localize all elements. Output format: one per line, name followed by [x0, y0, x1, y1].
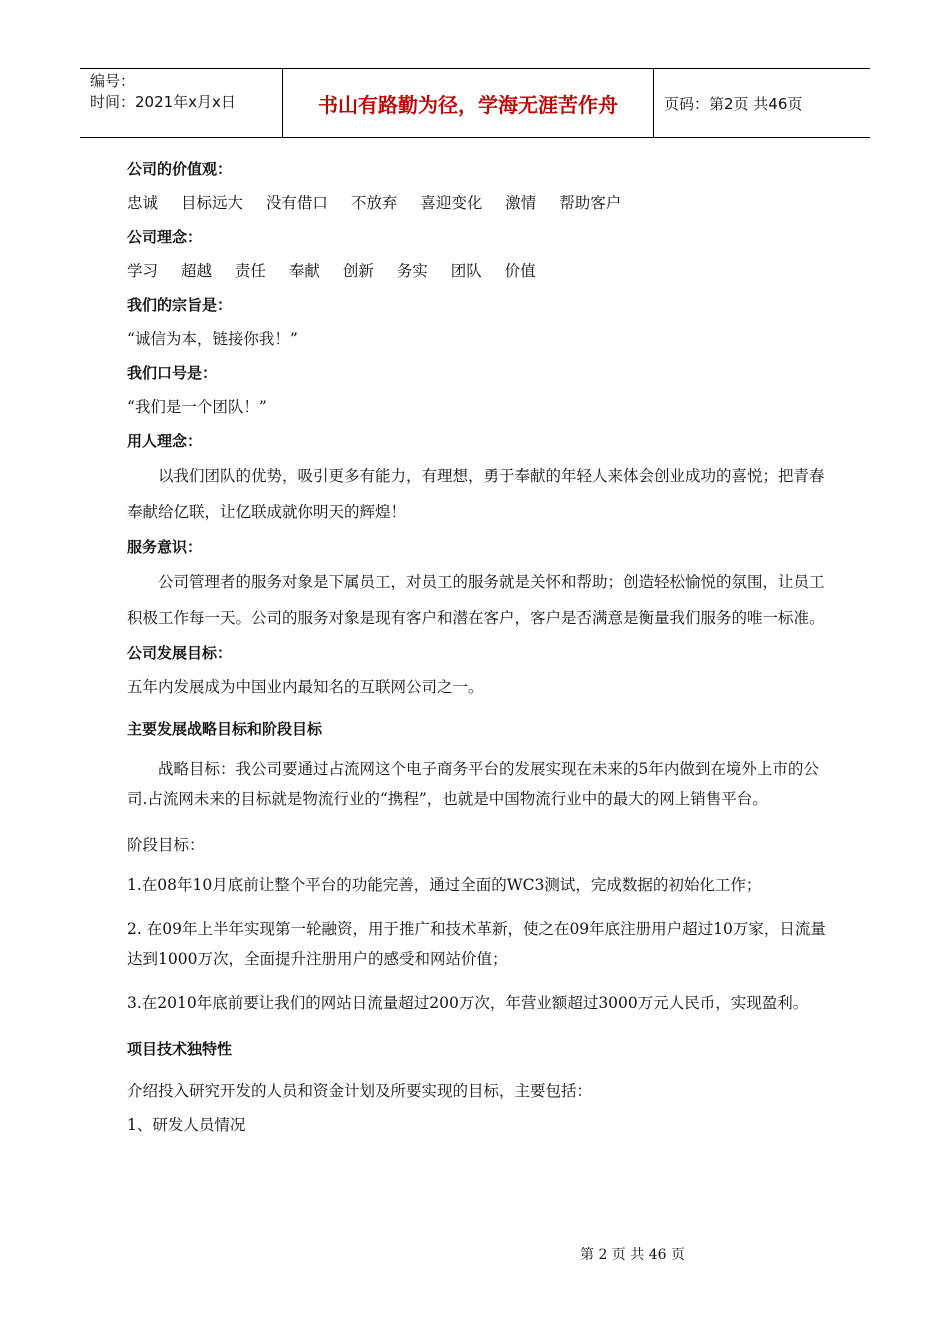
concept-item: 奉献	[288, 262, 320, 280]
stage-item-1: 1.在08年10月底前让整个平台的功能完善，通过全面的WC3测试，完成数据的初始化工作；	[127, 876, 762, 894]
service-heading: 服务意识：	[127, 538, 203, 556]
concept-item: 学习	[127, 262, 159, 280]
concept-item: 务实	[396, 262, 428, 280]
goal-text: 五年内发展成为中国业内最知名的互联网公司之一。	[127, 678, 484, 696]
tech-item-1: 1、研发人员情况	[127, 1116, 246, 1134]
slogan-text: “我们是一个团队！”	[127, 398, 267, 416]
values-list	[127, 186, 827, 220]
values-item: 帮助客户	[559, 194, 622, 212]
strategy-heading: 主要发展战略目标和阶段目标	[127, 720, 323, 738]
concept-item: 超越	[180, 262, 212, 280]
concept-item: 责任	[234, 262, 266, 280]
concept-item: 团队	[450, 262, 482, 280]
tech-heading: 项目技术独特性	[127, 1040, 233, 1058]
purpose-heading: 我们的宗旨是：	[127, 296, 233, 314]
hr-paragraph: 以我们团队的优势，吸引更多有能力，有理想，勇于奉献的年轻人来体会创业成功的喜悦；把青春奉献给亿联，让亿联成就你明天的辉煌！	[127, 467, 825, 521]
values-item: 激情	[505, 194, 537, 212]
stage-label: 阶段目标：	[127, 836, 205, 854]
stage-item-2: 2. 在09年上半年实现第一轮融资，用于推广和技术革新，使之在09年底注册用户超过10万家，日流量达到1000万次，全面提升注册用户的感受和网站价值；	[127, 920, 826, 968]
concept-item: 价值	[504, 262, 536, 280]
hr-heading: 用人理念：	[127, 432, 203, 450]
page-header	[80, 68, 870, 138]
document-body	[127, 152, 827, 1142]
header-time: 时间：2021年x月x日	[90, 93, 236, 111]
goal-heading: 公司发展目标：	[127, 644, 233, 662]
concept-heading: 公司理念：	[127, 228, 203, 246]
values-item: 目标远大	[180, 194, 243, 212]
values-item: 喜迎变化	[420, 194, 483, 212]
tech-intro: 介绍投入研究开发的人员和资金计划及所要实现的目标，主要包括：	[127, 1082, 593, 1100]
values-item: 没有借口	[265, 194, 328, 212]
stage-item-3: 3.在2010年底前要让我们的网站日流量超过200万次，年营业额超过3000万元人民币，实现盈利。	[127, 994, 809, 1012]
purpose-text: “诚信为本，链接你我！”	[127, 330, 298, 348]
header-motto: 书山有路勤为径，学海无涯苦作舟	[282, 69, 654, 137]
page-footer: 第 2 页 共 46 页	[580, 1247, 685, 1263]
concept-item: 创新	[342, 262, 374, 280]
service-paragraph: 公司管理者的服务对象是下属员工，对员工的服务就是关怀和帮助；创造轻松愉悦的氛围，让员工积极工作每一天。公司的服务对象是现有客户和潜在客户，客户是否满意是衡量我们服务的唯一标准。	[127, 573, 825, 627]
header-page-info: 页码：第2页 共46页	[664, 94, 803, 113]
header-number: 编号：	[90, 72, 136, 90]
concept-list	[127, 254, 827, 288]
values-item: 忠诚	[127, 194, 159, 212]
strategy-paragraph: 战略目标：我公司要通过占流网这个电子商务平台的发展实现在未来的5年内做到在境外上市的公司.占流网未来的目标就是物流行业的“携程”，也就是中国物流行业中的最大的网上销售平台。	[127, 760, 819, 808]
header-meta	[80, 69, 282, 137]
slogan-heading: 我们口号是：	[127, 364, 218, 382]
values-heading: 公司的价值观：	[127, 160, 233, 178]
values-item: 不放弃	[350, 194, 398, 212]
